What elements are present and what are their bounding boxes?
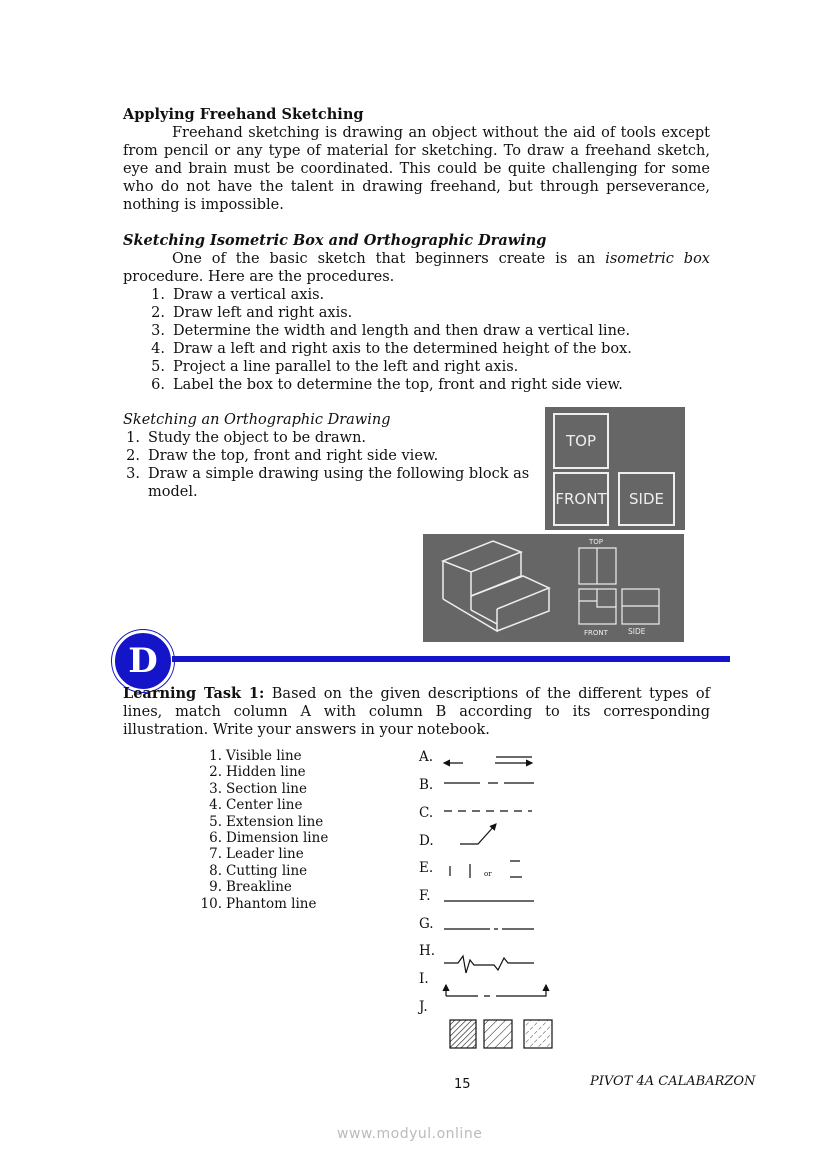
line-type-text: Center line xyxy=(226,797,303,814)
freehand-paragraph: Freehand sketching is drawing an object without the aid of tools except from pencil or any type of material for sketching. To draw a freehand sketch, eye and brain must be coordinated. This could be quite challenging for some who do not have the talent in drawing freehand, but through perseverance, nothing is impossible. xyxy=(123,125,710,213)
isometric-step-text: Draw a vertical axis. xyxy=(173,287,325,303)
isometric-step-number: 6. xyxy=(151,377,165,393)
orthographic-step-number: 2. xyxy=(126,448,140,464)
col-b-label-d: D. xyxy=(419,833,434,849)
section-divider xyxy=(172,656,730,662)
line-type-text: Visible line xyxy=(226,748,302,764)
isometric-step-text: Label the box to determine the top, front and right side view. xyxy=(173,377,623,393)
orthographic-heading: Sketching an Orthographic Drawing xyxy=(123,412,391,428)
isometric-step-number: 2. xyxy=(151,305,165,321)
col-b-label-c: C. xyxy=(419,805,434,821)
isometric-step-text: Draw a left and right axis to the determined height of the box. xyxy=(173,341,632,357)
orthographic-step-item xyxy=(115,447,545,465)
line-type-item xyxy=(200,764,328,780)
line-type-item xyxy=(200,748,328,764)
block-front-label: FRONT xyxy=(584,629,608,637)
line-type-text: Dimension line xyxy=(226,830,329,847)
isometric-step-number: 5. xyxy=(151,359,165,375)
line-type-text: Leader line xyxy=(226,846,304,863)
line-type-item xyxy=(200,863,328,879)
col-b-label-b: B. xyxy=(419,777,434,793)
orthographic-step-item xyxy=(115,465,545,501)
isometric-step-item xyxy=(140,322,632,340)
orthographic-step-number: 1. xyxy=(126,430,140,446)
line-type-number: 6. xyxy=(209,830,222,847)
block-diagram xyxy=(423,534,684,642)
line-type-number: 9. xyxy=(209,879,222,896)
col-b-label-f: F. xyxy=(419,888,431,904)
line-type-text: Hidden line xyxy=(226,764,306,781)
col-b-label-g: G. xyxy=(419,916,434,932)
line-illustrations xyxy=(438,748,563,1058)
orthographic-step-text: Study the object to be drawn. xyxy=(148,430,367,446)
col-b-label-e: E. xyxy=(419,860,434,876)
top-view-box: TOP xyxy=(553,413,609,469)
isometric-step-number: 4. xyxy=(151,341,165,357)
line-type-number: 10. xyxy=(200,895,222,912)
freehand-heading: Applying Freehand Sketching xyxy=(123,106,364,123)
line-type-item xyxy=(200,879,328,895)
isometric-step-item xyxy=(140,340,632,358)
line-type-number: 7. xyxy=(209,846,222,863)
orthographic-step-text: Draw a simple drawing using the following block as model. xyxy=(148,466,530,500)
line-type-text: Phantom line xyxy=(226,895,317,912)
line-type-number: 1. xyxy=(209,748,222,764)
line-type-number: 2. xyxy=(209,764,222,781)
block-side-label: SIDE xyxy=(628,627,646,636)
side-view-box: SIDE xyxy=(618,472,675,526)
isometric-step-item xyxy=(140,286,632,304)
isometric-step-text: Determine the width and length and then draw a vertical line. xyxy=(173,323,631,339)
e-or-label: or xyxy=(484,870,492,878)
line-type-item xyxy=(200,846,328,862)
line-type-text: Breakline xyxy=(226,879,292,896)
col-b-label-h: H. xyxy=(419,943,436,959)
line-type-item xyxy=(200,797,328,813)
col-b-label-j: J. xyxy=(419,999,428,1015)
col-b-label-a: A. xyxy=(419,749,434,765)
isometric-intro: One of the basic sketch that beginners create is an isometric box procedure. Here are the procedures. xyxy=(123,251,710,285)
line-type-text: Cutting line xyxy=(226,862,308,879)
section-d-badge: D xyxy=(112,630,174,692)
col-b-label-i: I. xyxy=(419,971,429,987)
isometric-step-item xyxy=(140,304,632,322)
line-type-item xyxy=(200,830,328,846)
line-type-number: 5. xyxy=(209,813,222,830)
isometric-step-item xyxy=(140,376,632,394)
block-top-label: TOP xyxy=(589,538,604,546)
learning-task-text: Learning Task 1: Based on the given descriptions of the different types of lines, match column A with column B according to its corresponding illustration. Write your answers in your notebook. xyxy=(123,685,710,738)
isometric-steps xyxy=(140,286,632,394)
orthographic-step-item xyxy=(115,429,545,447)
orthographic-step-text: Draw the top, front and right side view. xyxy=(148,448,439,464)
isometric-step-number: 1. xyxy=(151,287,165,303)
isometric-block-drawing xyxy=(423,534,684,642)
front-view-box: FRONT xyxy=(553,472,609,526)
orthographic-step-number: 3. xyxy=(126,466,140,482)
line-type-number: 3. xyxy=(209,780,222,797)
views-diagram xyxy=(545,407,685,530)
isometric-step-number: 3. xyxy=(151,323,165,339)
line-type-number: 4. xyxy=(209,797,222,814)
line-type-text: Section line xyxy=(226,780,307,797)
column-a-list xyxy=(200,748,328,912)
footer-region: PIVOT 4A CALABARZON xyxy=(590,1074,756,1089)
line-type-text: Extension line xyxy=(226,813,324,830)
isometric-step-text: Project a line parallel to the left and right axis. xyxy=(173,359,519,375)
watermark-text: www.modyul.online xyxy=(337,1126,483,1142)
line-type-item xyxy=(200,781,328,797)
isometric-heading: Sketching Isometric Box and Orthographic Drawing xyxy=(123,232,547,249)
orthographic-steps xyxy=(115,429,545,501)
isometric-step-text: Draw left and right axis. xyxy=(173,305,353,321)
line-type-item xyxy=(200,896,328,912)
line-type-number: 8. xyxy=(209,862,222,879)
line-type-item xyxy=(200,814,328,830)
page-number: 15 xyxy=(454,1077,471,1092)
isometric-step-item xyxy=(140,358,632,376)
